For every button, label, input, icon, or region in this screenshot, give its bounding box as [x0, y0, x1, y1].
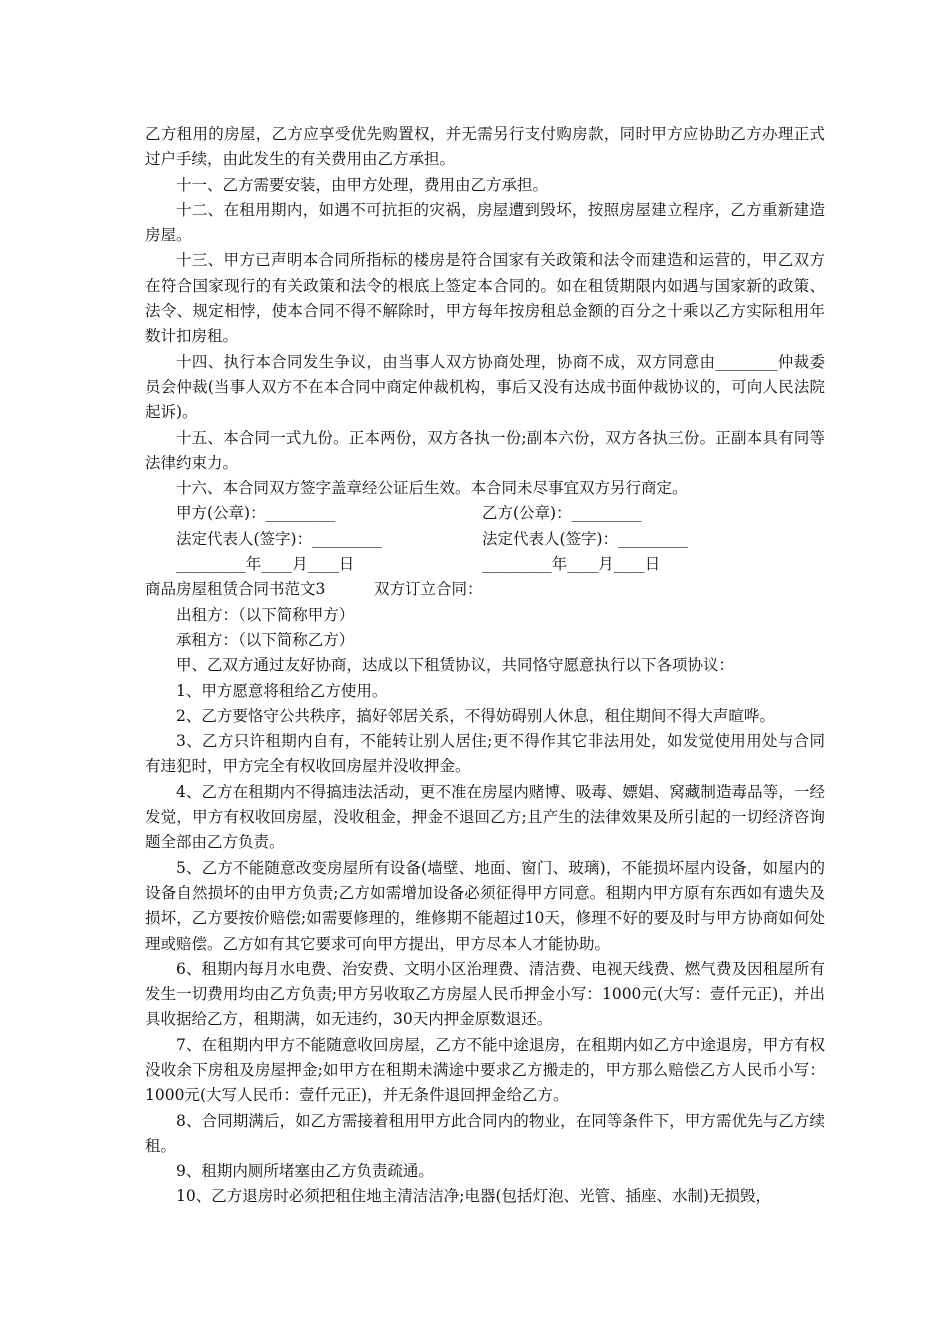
item-6: 6、租期内每月水电费、治安费、文明小区治理费、清洁费、电视天线费、燃气费及因租屋所有发生一切费用均由乙方负责;甲方另收取乙方房屋人民币押金小写：1000元(大写：壹仟元正)，并出具收据给乙方，租期满，如无违约，30天内押金原数退还。	[145, 959, 825, 1029]
clause-15: 十五、本合同一式九份。正本两份，双方各执一份;副本六份，双方各执三份。正副本具有同等法律约束力。	[145, 428, 825, 472]
clause-16: 十六、本合同双方签字盖章经公证后生效。本合同未尽事宜双方另行商定。	[176, 479, 688, 498]
clause-12: 十二、在租用期内，如遇不可抗拒的灾祸，房屋遭到毁坏，按照房屋建立程序，乙方重新建造房屋。	[145, 200, 825, 245]
signature-row-representative	[145, 527, 825, 552]
signature-row-date	[145, 552, 825, 577]
item-9: 9、租期内厕所堵塞由乙方负责疏通。	[176, 1162, 434, 1181]
representative-b: 法定代表人(签字)：_________	[482, 529, 688, 548]
party-a-seal: 甲方(公章)：_________	[176, 504, 336, 523]
representative-a: 法定代表人(签字)：_________	[176, 529, 382, 548]
item-2: 2、乙方要恪守公共秩序，搞好邻居关系，不得妨碍别人休息，租住期间不得大声暄哗。	[176, 706, 775, 725]
clause-11: 十一、乙方需要安装，由甲方处理，费用由乙方承担。	[176, 175, 549, 194]
agreement-intro: 甲、乙双方通过友好协商，达成以下租赁协议，共同恪守愿意执行以下各项协议：	[176, 656, 735, 675]
clause-13: 十三、甲方已声明本合同所指标的楼房是符合国家有关政策和法令而建造和运营的，甲乙双方在符合国家现行的有关政策和法令的根底上签定本合同的。如在租赁期限内如遇与国家新的政策、法令、规定相悖，使本合同不得不解除时，甲方每年按房租总金额的百分之十乘以乙方实际租用年数计扣房租。	[145, 251, 825, 346]
section-intro: 双方订立合同：	[374, 580, 483, 599]
signature-row-seal	[145, 501, 825, 526]
section-title: 商品房屋租赁合同书范文3	[145, 580, 326, 599]
party-b-seal: 乙方(公章)：_________	[482, 504, 642, 523]
lessee-line: 承租方：（以下简称乙方）	[176, 630, 355, 649]
date-a: _________年____月____日	[176, 555, 355, 574]
item-5: 5、乙方不能随意改变房屋所有设备(墙壁、地面、窗门、玻璃)，不能损坏屋内设备，如屋内的设备自然损坏的由甲方负责;乙方如需增加设备必须征得甲方同意。租期内甲方原有东西如有遗失及损坏，乙方要按价赔偿;如需要修理的，维修期不能超过10天，修理不好的要及时与甲方协商如何处理或赔偿。乙方如有其它要求可向甲方提出，甲方尽本人才能协助。	[145, 858, 825, 953]
paragraph-continuation: 乙方租用的房屋，乙方应享受优先购置权，并无需另行支付购房款，同时甲方应协助乙方办理正式过户手续，由此发生的有关费用由乙方承担。	[145, 125, 825, 169]
item-3: 3、乙方只许租期内自有，不能转让别人居住;更不得作其它非法用处，如发觉使用用处与合同有违犯时，甲方完全有权收回房屋并没收押金。	[145, 732, 825, 776]
item-4: 4、乙方在租期内不得搞违法活动，更不准在房屋内赌博、吸毒、嫖娼、窝藏制造毒品等，一经发觉，甲方有权收回房屋，没收租金，押金不退回乙方;且产生的法律效果及所引起的一切经济咨询题全部由乙方负责。	[145, 782, 825, 852]
lessor-line: 出租方：（以下简称甲方）	[176, 605, 355, 624]
contract-body	[145, 122, 825, 1210]
item-10: 10、乙方退房时必须把租住地主清洁洁净;电器(包括灯泡、光管、插座、水制)无损毁，	[176, 1187, 772, 1206]
date-b: _________年____月____日	[482, 555, 661, 574]
section-heading-row	[145, 577, 825, 602]
item-8: 8、合同期满后，如乙方需接着租用甲方此合同内的物业，在同等条件下，甲方需优先与乙方续租。	[145, 1111, 825, 1155]
clause-14: 十四、执行本合同发生争议，由当事人双方协商处理，协商不成，双方同意由________仲裁委员会仲裁(当事人双方不在本合同中商定仲裁机构，事后又没有达成书面仲裁协议的，可向人民法院起诉)。	[145, 352, 825, 422]
item-7: 7、在租期内甲方不能随意收回房屋，乙方不能中途退房，在租期内如乙方中途退房，甲方有权没收余下房租及房屋押金;如甲方在租期未满途中要求乙方搬走的，甲方那么赔偿乙方人民币小写：1000元(大写人民币：壹仟元正)，并无条件退回押金给乙方。	[145, 1035, 825, 1105]
item-1: 1、甲方愿意将租给乙方使用。	[176, 681, 388, 700]
